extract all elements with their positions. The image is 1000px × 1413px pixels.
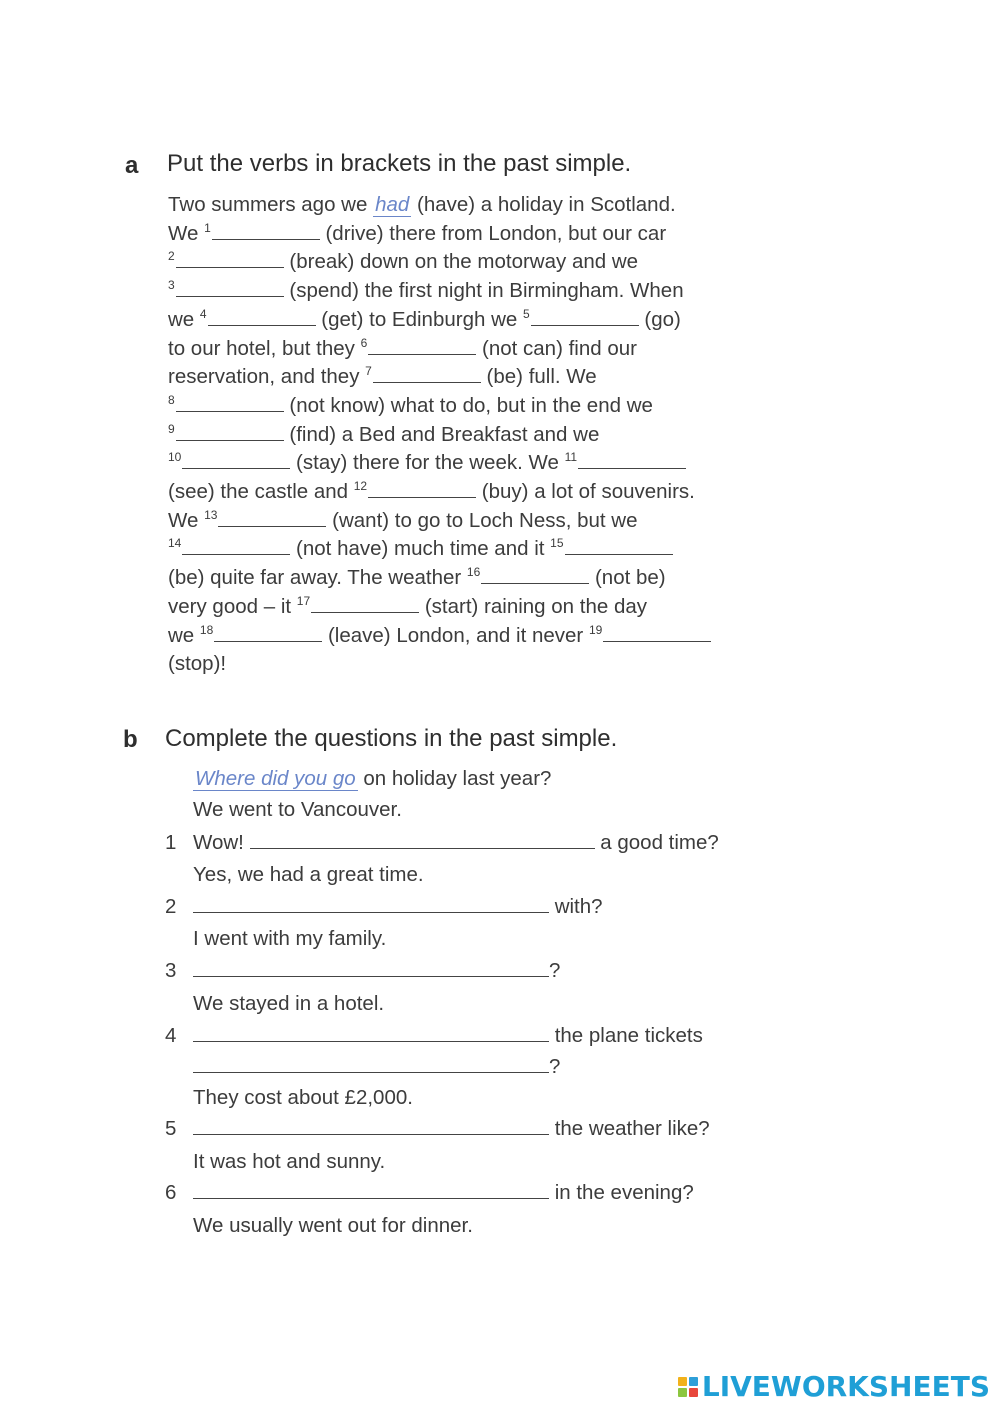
paragraph-text: reservation, and they — [168, 365, 366, 389]
paragraph-text: (start) raining on the day — [419, 594, 648, 618]
paragraph-line — [168, 565, 666, 591]
paragraph-line — [168, 422, 599, 448]
section-b-title: Complete the questions in the past simple. — [165, 725, 618, 752]
blank-number: 6 — [360, 335, 368, 350]
blank-number: 1 — [204, 220, 211, 235]
question-line — [193, 1023, 703, 1049]
paragraph-line — [168, 393, 653, 419]
answer-blank[interactable] — [368, 479, 476, 498]
logo-square — [678, 1377, 687, 1386]
paragraph-text: (leave) London, and it never — [322, 623, 589, 647]
example-question — [193, 766, 551, 792]
blank-number: 8 — [168, 392, 175, 407]
question-suffix: in the evening? — [549, 1181, 694, 1204]
blank-number: 7 — [365, 364, 372, 379]
paragraph-text: (see) the castle and — [168, 480, 354, 503]
paragraph-line — [168, 450, 686, 476]
question-reply: We stayed in a hotel. — [193, 992, 385, 1015]
paragraph-text: (want) to go to Loch Ness, but we — [326, 508, 638, 532]
question-answer-blank[interactable] — [193, 1116, 549, 1135]
paragraph-text: (not can) find our — [476, 336, 637, 360]
question-answer-blank[interactable] — [250, 830, 595, 849]
blank-number: 4 — [199, 306, 207, 321]
paragraph-text: (get) to Edinburgh we — [315, 307, 523, 331]
answer-blank[interactable] — [603, 623, 711, 642]
question-number: 4 — [165, 1024, 177, 1047]
question-reply: We usually went out for dinner. — [193, 1214, 473, 1237]
paragraph-line — [168, 307, 681, 333]
question-reply: They cost about £2,000. — [193, 1086, 413, 1109]
blank-number: 9 — [168, 421, 175, 436]
answer-blank[interactable] — [176, 422, 284, 441]
answer-blank[interactable] — [176, 249, 284, 268]
paragraph-text: (not know) what to do, but in the end we — [283, 393, 653, 417]
answer-blank[interactable] — [368, 336, 476, 355]
question-number: 5 — [165, 1117, 177, 1140]
paragraph-text: (have) a holiday in Scotland. — [411, 193, 676, 216]
paragraph-line — [168, 623, 711, 649]
answer-blank[interactable] — [208, 307, 316, 326]
paragraph-text: (drive) there from London, but our car — [319, 221, 667, 245]
section-a-title: Put the verbs in brackets in the past simple. — [167, 150, 632, 177]
paragraph-text: we — [168, 623, 200, 647]
paragraph-line — [168, 594, 647, 620]
paragraph-text: we — [168, 307, 200, 331]
question-suffix: a good time? — [594, 831, 719, 854]
paragraph-line — [168, 249, 638, 275]
question-line — [193, 894, 603, 920]
answer-blank[interactable] — [182, 450, 290, 469]
blank-number: 14 — [168, 536, 182, 551]
answer-blank[interactable] — [373, 364, 481, 383]
question-line-continued — [193, 1054, 560, 1080]
blank-number: 12 — [353, 479, 368, 493]
question-answer-blank[interactable] — [193, 958, 549, 977]
blank-number: 18 — [199, 622, 214, 637]
logo-mark-icon — [678, 1377, 698, 1397]
paragraph-line — [168, 278, 684, 304]
blank-number: 15 — [550, 536, 564, 551]
question-reply: I went with my family. — [193, 927, 387, 950]
question-answer-blank[interactable] — [193, 1023, 549, 1042]
answer-blank[interactable] — [578, 450, 686, 469]
paragraph-line — [168, 536, 673, 562]
question-line — [193, 1180, 694, 1206]
blank-number: 17 — [296, 593, 311, 608]
logo-square — [678, 1388, 687, 1397]
paragraph-line — [168, 336, 637, 362]
blank-number: 16 — [466, 565, 481, 580]
paragraph-text: (stop)! — [168, 652, 227, 676]
answer-blank[interactable] — [212, 221, 320, 240]
question-suffix: the plane tickets — [549, 1024, 703, 1047]
question-answer-blank[interactable] — [193, 1180, 549, 1199]
question-suffix: with? — [549, 895, 603, 918]
paragraph-line — [168, 508, 638, 534]
paragraph-line — [168, 364, 597, 390]
paragraph-text: (spend) the first night in Birmingham. When — [283, 279, 684, 303]
question-line — [193, 830, 719, 856]
paragraph-text: (break) down on the motorway and we — [283, 250, 639, 274]
logo-square — [689, 1388, 698, 1397]
paragraph-text: We — [168, 508, 205, 532]
question-answer-blank[interactable] — [193, 1054, 549, 1073]
paragraph-text: Two summers ago we — [168, 193, 374, 216]
paragraph-text: (not be) — [589, 566, 666, 590]
answer-blank[interactable] — [176, 278, 284, 297]
example-question-text: on holiday last year? — [357, 767, 552, 790]
blank-number: 2 — [168, 249, 175, 264]
paragraph-text: (not have) much time and it — [290, 537, 551, 561]
paragraph-line — [168, 479, 695, 505]
question-reply: It was hot and sunny. — [193, 1150, 386, 1173]
logo-square — [689, 1377, 698, 1386]
example-answer-had: had — [375, 193, 410, 216]
answer-blank[interactable] — [182, 536, 290, 555]
liveworksheets-logo — [678, 1370, 990, 1403]
question-prefix: Wow! — [193, 831, 250, 854]
paragraph-text: (buy) a lot of souvenirs. — [476, 480, 695, 503]
question-reply: Yes, we had a great time. — [193, 863, 424, 886]
paragraph-text: (be) full. We — [480, 365, 597, 389]
blank-number: 5 — [523, 306, 530, 321]
question-number: 3 — [165, 959, 177, 982]
paragraph-line — [168, 221, 666, 247]
answer-blank[interactable] — [176, 393, 284, 412]
question-answer-blank[interactable] — [193, 894, 549, 913]
answer-blank[interactable] — [311, 594, 419, 613]
answer-blank[interactable] — [565, 536, 673, 555]
paragraph-line — [168, 651, 226, 677]
blank-number: 19 — [588, 622, 603, 637]
blank-number: 11 — [564, 450, 578, 465]
paragraph-text: (find) a Bed and Breakfast and we — [283, 422, 600, 446]
answer-blank[interactable] — [214, 623, 322, 642]
example-answer: Where did you go — [195, 767, 356, 790]
question-number: 1 — [165, 831, 177, 854]
section-b-letter: b — [123, 726, 138, 753]
paragraph-line — [168, 192, 676, 218]
answer-blank[interactable] — [481, 565, 589, 584]
blank-number: 10 — [168, 450, 182, 465]
question-number: 6 — [165, 1181, 177, 1204]
section-a-letter: a — [125, 152, 139, 179]
paragraph-text: (stay) there for the week. We — [290, 451, 565, 475]
blank-number: 13 — [204, 507, 218, 522]
question-line — [193, 1116, 710, 1142]
example-reply: We went to Vancouver. — [193, 798, 402, 821]
question-suffix: ? — [549, 1055, 561, 1078]
question-suffix: ? — [549, 959, 561, 982]
paragraph-text: (go) — [638, 307, 681, 331]
paragraph-text: We — [168, 221, 205, 245]
question-line — [193, 958, 560, 984]
answer-blank[interactable] — [531, 307, 639, 326]
logo-text: LIVEWORKSHEETS — [701, 1370, 990, 1403]
blank-number: 3 — [168, 278, 175, 293]
question-suffix: the weather like? — [549, 1117, 710, 1140]
question-number: 2 — [165, 895, 177, 918]
paragraph-text: to our hotel, but they — [168, 336, 361, 360]
paragraph-text: (be) quite far away. The weather — [168, 566, 467, 590]
paragraph-text: very good – it — [168, 594, 297, 618]
answer-blank[interactable] — [218, 508, 326, 527]
